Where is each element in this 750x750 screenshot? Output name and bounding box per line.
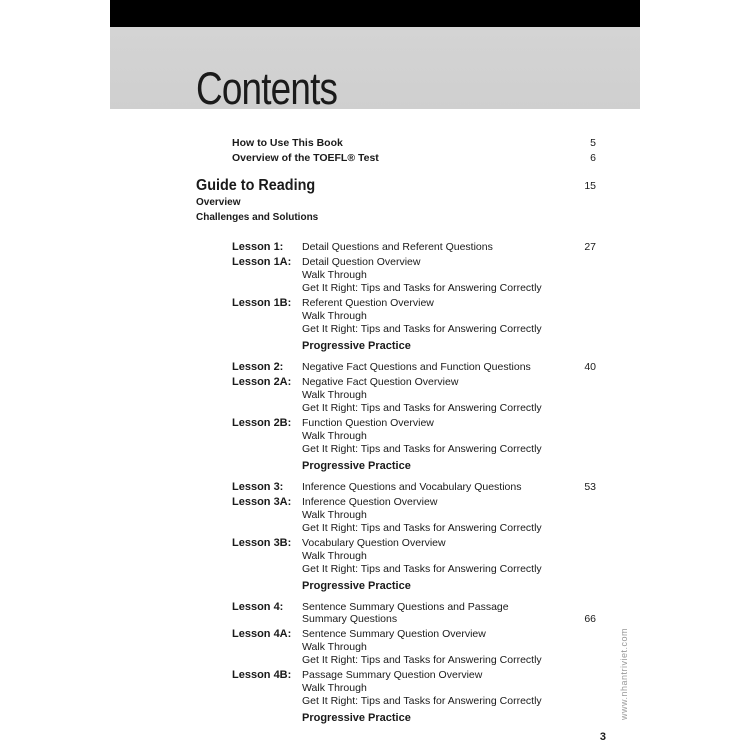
lesson-title: Summary Questions [302,613,398,625]
sublesson-item: Walk Through [302,509,367,521]
sublesson-item: Vocabulary Question Overview [302,537,446,549]
sublesson-item: Get It Right: Tips and Tasks for Answering Correctly [302,282,542,294]
sublesson-item: Function Question Overview [302,417,434,429]
sublesson-item: Walk Through [302,641,367,653]
lesson-label: Lesson 2: [232,361,284,373]
sublesson-label: Lesson 2A: [232,376,292,388]
sublesson-item: Get It Right: Tips and Tasks for Answering Correctly [302,522,542,534]
toc-page-number: 66 [584,613,596,625]
watermark: www.nhantriviet.com [619,627,629,720]
sublesson-label: Lesson 1B: [232,297,292,309]
sublesson-item: Get It Right: Tips and Tasks for Answering Correctly [302,323,542,335]
section-heading: Guide to Reading [196,177,316,194]
progressive-practice: Progressive Practice [302,340,411,352]
sublesson-item: Negative Fact Question Overview [302,376,459,388]
header-black-bar [110,0,640,27]
sublesson-item: Get It Right: Tips and Tasks for Answering Correctly [302,402,542,414]
sublesson-item: Walk Through [302,389,367,401]
sublesson-label: Lesson 3B: [232,537,292,549]
sublesson-item: Get It Right: Tips and Tasks for Answering Correctly [302,654,542,666]
sublesson-label: Lesson 4B: [232,669,292,681]
progressive-practice: Progressive Practice [302,580,411,592]
sublesson-label: Lesson 4A: [232,628,292,640]
sublesson-item: Passage Summary Question Overview [302,669,483,681]
progressive-practice: Progressive Practice [302,712,411,724]
lesson-title: Inference Questions and Vocabulary Questions [302,481,522,493]
sublesson-item: Walk Through [302,310,367,322]
sublesson-label: Lesson 3A: [232,496,292,508]
header-gray-band [110,27,640,114]
lesson-title: Sentence Summary Questions and Passage [302,601,509,613]
sublesson-item: Sentence Summary Question Overview [302,628,486,640]
toc-page-number: 40 [584,361,596,373]
section-subitem: Challenges and Solutions [196,212,319,223]
sublesson-item: Get It Right: Tips and Tasks for Answering Correctly [302,563,542,575]
sublesson-item: Get It Right: Tips and Tasks for Answering Correctly [302,695,542,707]
section-subitem: Overview [196,197,241,208]
lesson-title: Detail Questions and Referent Questions [302,241,493,253]
toc-page-number: 15 [584,180,596,192]
toc-entry-label: Overview of the TOEFL® Test [232,152,379,164]
sublesson-item: Walk Through [302,682,367,694]
sublesson-item: Walk Through [302,550,367,562]
lesson-label: Lesson 3: [232,481,284,493]
sublesson-label: Lesson 1A: [232,256,292,268]
toc-page-number: 5 [590,137,596,149]
lesson-title: Negative Fact Questions and Function Questions [302,361,531,373]
lesson-label: Lesson 1: [232,241,284,253]
toc-page-number: 6 [590,152,596,164]
sublesson-label: Lesson 2B: [232,417,292,429]
toc-page-number: 53 [584,481,596,493]
sublesson-item: Walk Through [302,430,367,442]
sublesson-item: Walk Through [302,269,367,281]
sublesson-item: Detail Question Overview [302,256,421,268]
page-number: 3 [599,731,606,743]
page-title: Contents [196,63,338,114]
sublesson-item: Inference Question Overview [302,496,438,508]
toc-entry-label: How to Use This Book [232,137,343,149]
toc-page-number: 27 [584,241,596,253]
lesson-label: Lesson 4: [232,601,284,613]
progressive-practice: Progressive Practice [302,460,411,472]
sublesson-item: Get It Right: Tips and Tasks for Answering Correctly [302,443,542,455]
sublesson-item: Referent Question Overview [302,297,434,309]
